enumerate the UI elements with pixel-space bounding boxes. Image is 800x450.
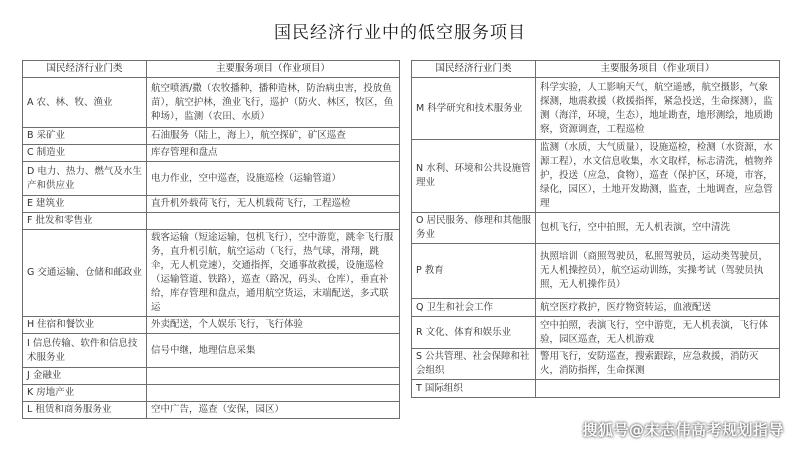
- industry-category: I 信息传输、软件和信息技术服务业: [23, 334, 147, 368]
- table-row: [23, 317, 400, 334]
- header-category: 国民经济行业门类: [23, 61, 147, 78]
- table-header-row: [412, 61, 780, 78]
- industry-category: Q 卫生和社会工作: [412, 299, 536, 317]
- table-row: [412, 349, 780, 380]
- table-row: [23, 196, 400, 213]
- service-items: 监测（水质，大气质量），设施巡检，检测（水资源，水源工程），水文信息收集，水文取样，标志清洗，植物养护，投送（应急，食物），巡查（保护区，环境，市容，绿化，园区），土地开发勘测，监查，土地调查，应急管理: [536, 140, 780, 213]
- industry-category: F 批发和零售业: [23, 213, 147, 230]
- table-row: [23, 368, 400, 385]
- service-items: 警用飞行，安防巡查，搜索跟踪，应急救援，消防灭火，消防指挥，生命探测: [536, 349, 780, 380]
- industry-category: N 水利、环境和公共设施管理业: [412, 140, 536, 213]
- table-row: [412, 78, 780, 140]
- header-items: 主要服务项目（作业项目）: [147, 61, 400, 78]
- service-items: 信号中继，地理信息采集: [147, 334, 400, 368]
- industry-category: J 金融业: [23, 368, 147, 385]
- service-items: 外卖配送，个人娱乐飞行，飞行体验: [147, 317, 400, 334]
- watermark: 搜狐号@宋志伟高考规划指导: [582, 421, 784, 439]
- table-row: [23, 402, 400, 419]
- service-items: 库存管理和盘点: [147, 145, 400, 162]
- service-items: 直升机外载荷飞行，无人机载荷飞行，工程巡检: [147, 196, 400, 213]
- table-row: [23, 385, 400, 402]
- service-items: 执照培训（商照驾驶员，私照驾驶员，运动类驾驶员，无人机操控员），航空运动训练，实操考试（驾驶员执照，无人机操作员）: [536, 244, 780, 299]
- table-row: [23, 162, 400, 196]
- industry-category: D 电力、热力、燃气及水生产和供应业: [23, 162, 147, 196]
- page-title: 国民经济行业中的低空服务项目: [274, 23, 526, 43]
- industry-category: M 科学研究和技术服务业: [412, 78, 536, 140]
- header-items: 主要服务项目（作业项目）: [536, 61, 780, 78]
- industry-category: G 交通运输、仓储和邮政业: [23, 230, 147, 317]
- service-items: 航空喷洒/撒（农牧播种，播种造林，防治病虫害，投放鱼苗），航空护林，渔业飞行，巡护（防火、林区，牧区，鱼种场），监测（农田、水质）: [147, 78, 400, 128]
- table-row: [23, 128, 400, 145]
- table-row: [412, 140, 780, 213]
- service-items: [147, 368, 400, 385]
- industry-category: P 教育: [412, 244, 536, 299]
- industry-category: K 房地产业: [23, 385, 147, 402]
- table-row: [412, 213, 780, 244]
- table-row: [23, 145, 400, 162]
- industry-table-right: [411, 60, 780, 398]
- table-header-row: [23, 61, 400, 78]
- service-items: 包机飞行，空中拍照，无人机表演，空中清洗: [536, 213, 780, 244]
- service-items: 航空医疗救护，医疗物资转运，血液配送: [536, 299, 780, 317]
- service-items: 电力作业，空中巡查，设施巡检（运输管道）: [147, 162, 400, 196]
- service-items: [147, 213, 400, 230]
- service-items: 空中广告，巡查（安保，园区）: [147, 402, 400, 419]
- industry-category: R 文化、体育和娱乐业: [412, 317, 536, 349]
- table-row: [412, 317, 780, 349]
- table-row: [23, 230, 400, 317]
- table-row: [412, 299, 780, 317]
- industry-category: S 公共管理、社会保障和社会组织: [412, 349, 536, 380]
- industry-category: B 采矿业: [23, 128, 147, 145]
- table-row: [23, 78, 400, 128]
- industry-category: L 租赁和商务服务业: [23, 402, 147, 419]
- industry-category: H 住宿和餐饮业: [23, 317, 147, 334]
- industry-category: C 制造业: [23, 145, 147, 162]
- industry-table-left: [22, 60, 400, 419]
- industry-category: A 农、林、牧、渔业: [23, 78, 147, 128]
- industry-category: T 国际组织: [412, 380, 536, 398]
- header-category: 国民经济行业门类: [412, 61, 536, 78]
- service-items: 石油服务（陆上，海上），航空探矿，矿区巡查: [147, 128, 400, 145]
- table-row: [23, 334, 400, 368]
- table-row: [412, 380, 780, 398]
- service-items: 科学实验，人工影响天气，航空遥感，航空摄影，气象探测，地震救援（救援指挥，紧急投送，生命探测），监测（海洋，环境，生态），地址勘查，地形测绘，地质勘察，资源调查，工程巡检: [536, 78, 780, 140]
- table-row: [23, 213, 400, 230]
- service-items: 载客运输（短途运输，包机飞行），空中游览，跳伞飞行服务，直升机引航，航空运动（飞行，热气球，滑翔，跳伞，无人机竞速），交通指挥，交通事故救援，设施巡检（运输管道、铁路），巡查（路况，码头、仓库），垂直补给，库存管理和盘点，通用航空货运，末端配送，多式联运: [147, 230, 400, 317]
- service-items: [147, 385, 400, 402]
- industry-category: O 居民服务、修理和其他服务业: [412, 213, 536, 244]
- service-items: [536, 380, 780, 398]
- service-items: 空中拍照，表演飞行，空中游览，无人机表演，飞行体验，园区巡查，无人机游戏: [536, 317, 780, 349]
- industry-category: E 建筑业: [23, 196, 147, 213]
- table-row: [412, 244, 780, 299]
